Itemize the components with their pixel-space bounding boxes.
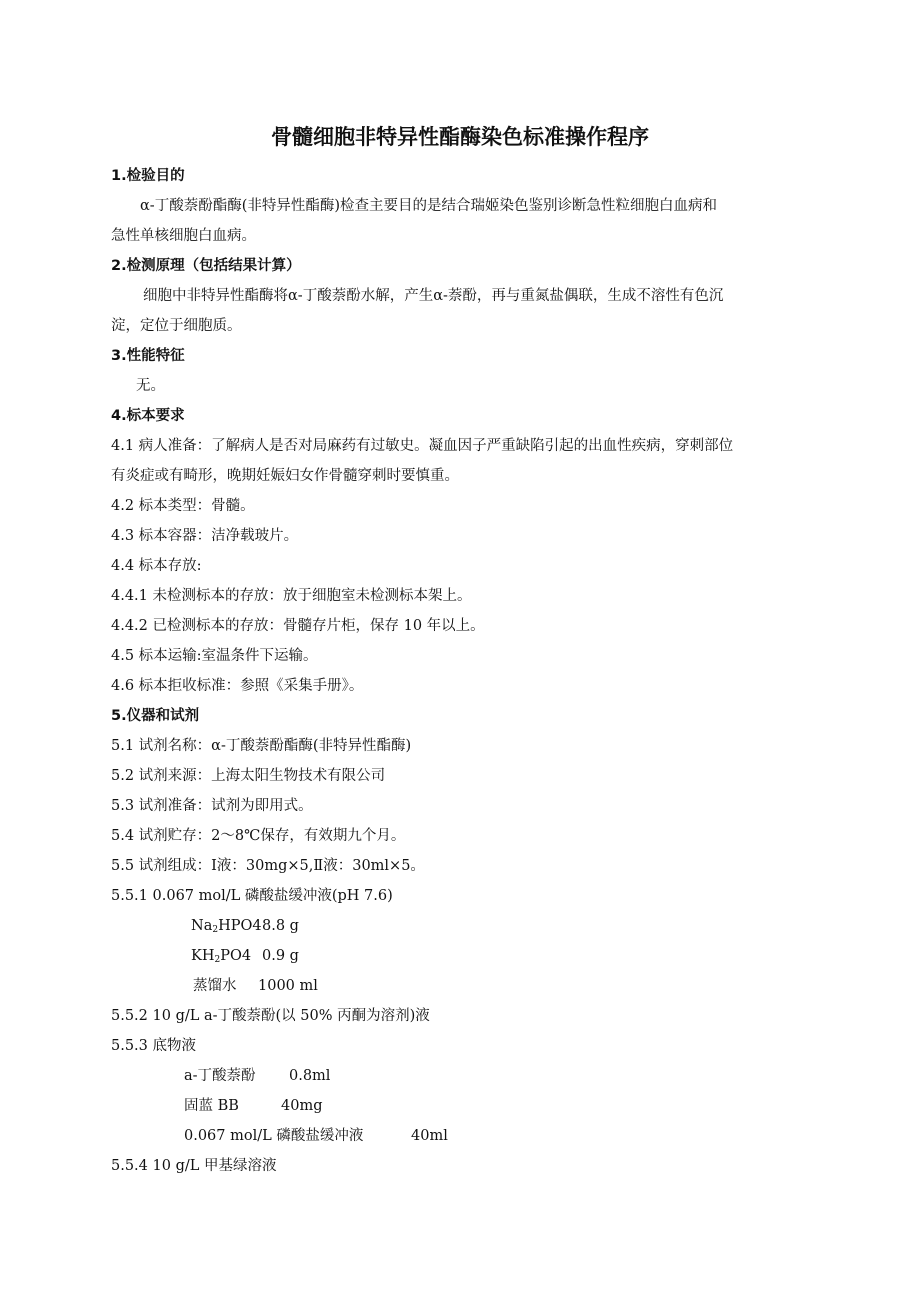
- paragraph-line: 5.2 试剂来源：上海太阳生物技术有限公司: [111, 768, 386, 784]
- paragraph-line: 4.2 标本类型：骨髓。: [111, 498, 255, 514]
- paragraph-line: 有炎症或有畸形，晚期妊娠妇女作骨髓穿刺时要慎重。: [111, 468, 459, 484]
- section-2-heading: 2.检测原理（包括结果计算）: [111, 258, 301, 274]
- reagent-amount: 8.8 g: [262, 918, 299, 934]
- paragraph-line: 5.3 试剂准备：试剂为即用式。: [111, 798, 313, 814]
- paragraph-line: 淀，定位于细胞质。: [111, 318, 242, 334]
- reagent-amount: 40mg: [281, 1098, 323, 1114]
- paragraph-line: α-丁酸萘酚酯酶(非特异性酯酶)检查主要目的是结合瑞姬染色鉴别诊断急性粒细胞白血病和: [140, 198, 718, 214]
- paragraph-line: 5.5.4 10 g/L 甲基绿溶液: [111, 1158, 277, 1174]
- paragraph-line: 5.1 试剂名称：α-丁酸萘酚酯酶(非特异性酯酶): [111, 738, 412, 754]
- reagent-name: 0.067 mol/L 磷酸盐缓冲液: [184, 1128, 364, 1144]
- paragraph-line: 细胞中非特异性酯酶将α-丁酸萘酚水解，产生α-萘酚，再与重氮盐偶联，生成不溶性有色沉: [143, 288, 724, 304]
- reagent-amount: 0.9 g: [262, 948, 299, 964]
- paragraph-line: 4.5 标本运输:室温条件下运输。: [111, 648, 318, 664]
- reagent-amount: 1000 ml: [258, 978, 318, 994]
- paragraph-line: 急性单核细胞白血病。: [111, 228, 256, 244]
- section-4-heading: 4.标本要求: [111, 408, 185, 424]
- reagent-name: 固蓝 BB: [184, 1098, 239, 1114]
- paragraph-line: 4.4.2 已检测标本的存放：骨髓存片柜，保存 10 年以上。: [111, 618, 485, 634]
- paragraph-line: 5.5.3 底物液: [111, 1038, 197, 1054]
- paragraph-line: 4.1 病人准备：了解病人是否对局麻药有过敏史。凝血因子严重缺陷引起的出血性疾病，穿刺部位: [111, 438, 734, 454]
- paragraph-line: 4.4.1 未检测标本的存放：放于细胞室未检测标本架上。: [111, 588, 472, 604]
- paragraph-line: 无。: [136, 378, 165, 394]
- reagent-name: a-丁酸萘酚: [184, 1068, 256, 1084]
- section-3-heading: 3.性能特征: [111, 348, 185, 364]
- reagent-amount: 0.8ml: [289, 1068, 331, 1084]
- paragraph-line: 4.6 标本拒收标准：参照《采集手册》。: [111, 678, 364, 694]
- paragraph-line: 5.5.1 0.067 mol/L 磷酸盐缓冲液(pH 7.6): [111, 888, 393, 904]
- paragraph-line: 4.4 标本存放:: [111, 558, 202, 574]
- page-title: 骨髓细胞非特异性酯酶染色标准操作程序: [271, 125, 649, 149]
- paragraph-line: 5.5.2 10 g/L a-丁酸萘酚(以 50% 丙酮为溶剂)液: [111, 1008, 430, 1024]
- reagent-name: 蒸馏水: [193, 978, 237, 994]
- paragraph-line: 4.3 标本容器：洁净载玻片。: [111, 528, 299, 544]
- paragraph-line: 5.5 试剂组成：Ⅰ液：30mg×5,Ⅱ液：30ml×5。: [111, 858, 425, 874]
- reagent-name: $Na_2HPO4$: [191, 918, 262, 935]
- reagent-amount: 40ml: [411, 1128, 448, 1144]
- reagent-name: $KH_2PO4$: [191, 948, 252, 965]
- paragraph-line: 5.4 试剂贮存：2～8℃保存，有效期九个月。: [111, 828, 406, 844]
- section-1-heading: 1.检验目的: [111, 168, 185, 184]
- section-5-heading: 5.仪器和试剂: [111, 708, 200, 724]
